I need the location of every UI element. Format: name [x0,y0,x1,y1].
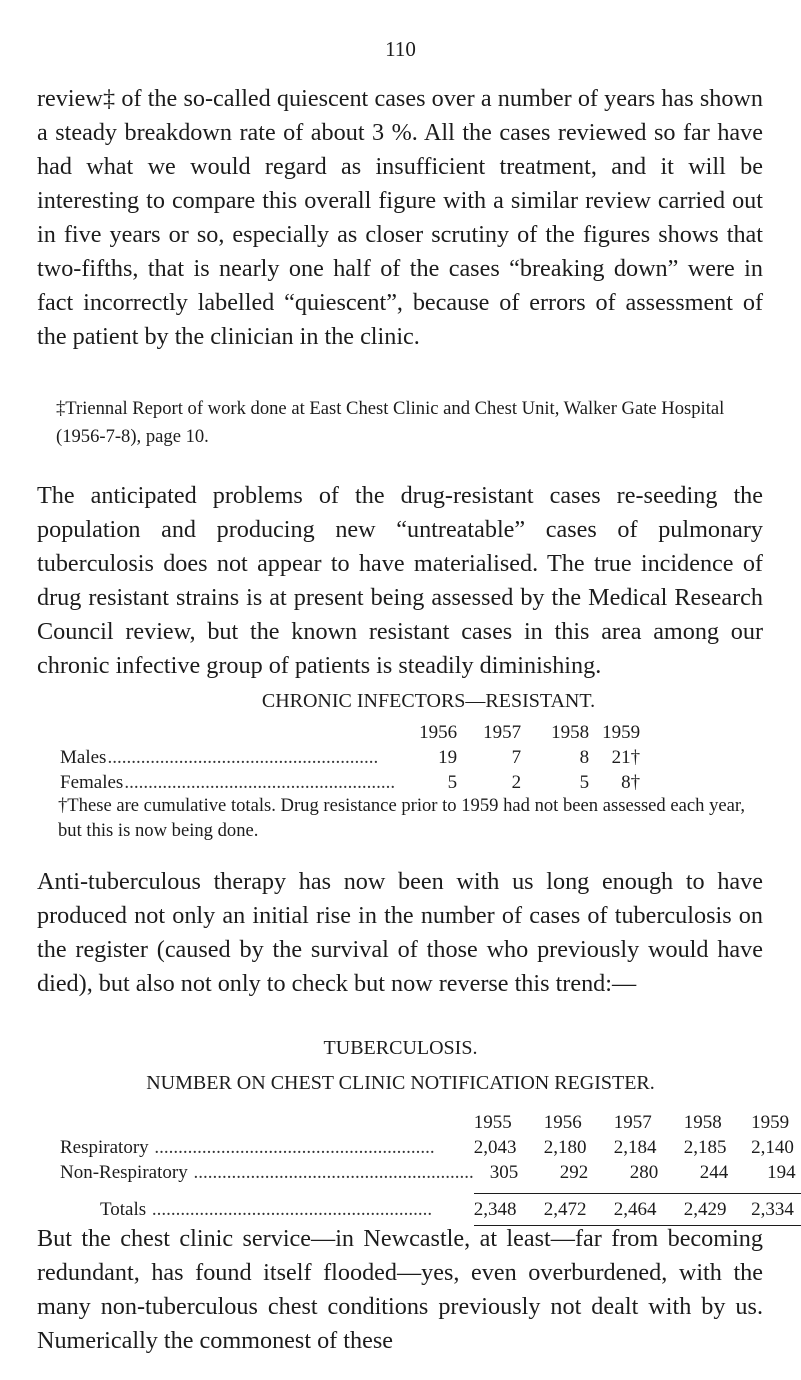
cell: 194 [767,1162,796,1183]
paragraph-4: But the chest clinic service—in Newcastle, at least—far from becoming redundant, has found itself flooded—yes, even overburdened, with the many non-tuberculous chest conditions previously not dealt with by us. Numerically the commonest of these [37,1225,763,1354]
cell: 8 [579,747,590,768]
cell: 305 [489,1162,519,1183]
table2-year: 1957 [613,1112,652,1133]
table-row: Respiratory ........................................................... 2,043 2,180 2,184 2,185 2,140 [60,1135,801,1160]
cell: 21† [611,747,641,768]
table1-title: CHRONIC INFECTORS—RESISTANT. [261,690,596,712]
row-label-females: Females [60,772,124,793]
cell: 2,043 [473,1137,517,1158]
total-cell: 2,334 [751,1194,801,1226]
cell: 292 [559,1162,589,1183]
paragraph-3: Anti-tuberculous therapy has now been with us long enough to have produced not only an initial rise in the number of cases of tuberculosis on the register (caused by the survival of those who previously would have died), but also not only to check but now reverse this trend:— [37,868,763,997]
table-chronic-infectors [60,720,640,795]
table2-subtitle: NUMBER ON CHEST CLINIC NOTIFICATION REGISTER. [146,1072,655,1094]
table-row-totals: Totals ........................................................... 2,348 2,472 2,464 2,429 2,334 [60,1194,801,1226]
table1-header-row [60,720,640,745]
table2-year: 1959 [751,1112,790,1133]
table2-year: 1955 [473,1112,512,1133]
table2-title: TUBERCULOSIS. [323,1037,478,1059]
table2-header-row [60,1110,801,1135]
table-row: Females......................................................... 5 2 5 8† [60,772,641,793]
table1-footnote: †These are cumulative totals. Drug resistance prior to 1959 had not been assessed each year, but this is now being done. [58,795,745,841]
total-cell: 2,472 [544,1194,614,1226]
table-row: Males......................................................... 19 7 8 21† [60,747,641,768]
table-row: Non-Respiratory ........................................................... 305 292 280 244 194 [60,1160,801,1185]
cell: 244 [699,1162,729,1183]
cell: 5 [447,772,458,793]
table1-year: 1956 [419,722,458,743]
table2-year: 1956 [543,1112,582,1133]
total-cell: 2,464 [614,1194,684,1226]
table2-year: 1958 [683,1112,722,1133]
total-cell: 2,348 [474,1194,544,1226]
cell: 7 [511,747,522,768]
table-tb-register [60,1110,801,1226]
cell: 19 [438,747,458,768]
cell: 280 [629,1162,659,1183]
table1-year: 1958 [551,722,590,743]
row-label-totals: Totals [100,1199,147,1220]
total-cell: 2,429 [684,1194,751,1226]
cell: 5 [579,772,590,793]
paragraph-2: The anticipated problems of the drug-resistant cases re-seeding the population and producing new “untreatable” cases of pulmonary tuberculosis does not appear to have materialised. The true incidence of drug resistant strains is at present being assessed by the Medical Research Council review, but the known resistant cases in this area among our chronic infective group of patients is steadily diminishing. [37,482,763,679]
cell: 2,185 [683,1137,727,1158]
page-number: 110 [385,37,416,61]
row-label-non-respiratory: Non-Respiratory [60,1162,188,1183]
paragraph-1: review‡ of the so-called quiescent cases over a number of years has shown a steady breakdown rate of about 3 %. All the cases reviewed so far have had what we would regard as insufficient treatment, and it will be interesting to compare this overall figure with a similar review carried out in five years or so, especially as closer scrutiny of the figures shows that two-fifths, that is nearly one half of the cases “breaking down” were in fact incorrectly labelled “quiescent”, because of errors of assessment of the patient by the clinician in the clinic. [37,85,763,350]
table1-year: 1957 [483,722,522,743]
cell: 2,140 [751,1137,794,1158]
row-label-males: Males [60,747,107,768]
cell: 2 [511,772,522,793]
footnote-triennial: ‡Triennal Report of work done at East Chest Clinic and Chest Unit, Walker Gate Hospital (1956-7-8), page 10. [56,398,725,447]
table1-year: 1959 [602,722,641,743]
row-label-respiratory: Respiratory [60,1137,149,1158]
cell: 8† [621,772,641,793]
cell: 2,184 [613,1137,657,1158]
cell: 2,180 [543,1137,587,1158]
